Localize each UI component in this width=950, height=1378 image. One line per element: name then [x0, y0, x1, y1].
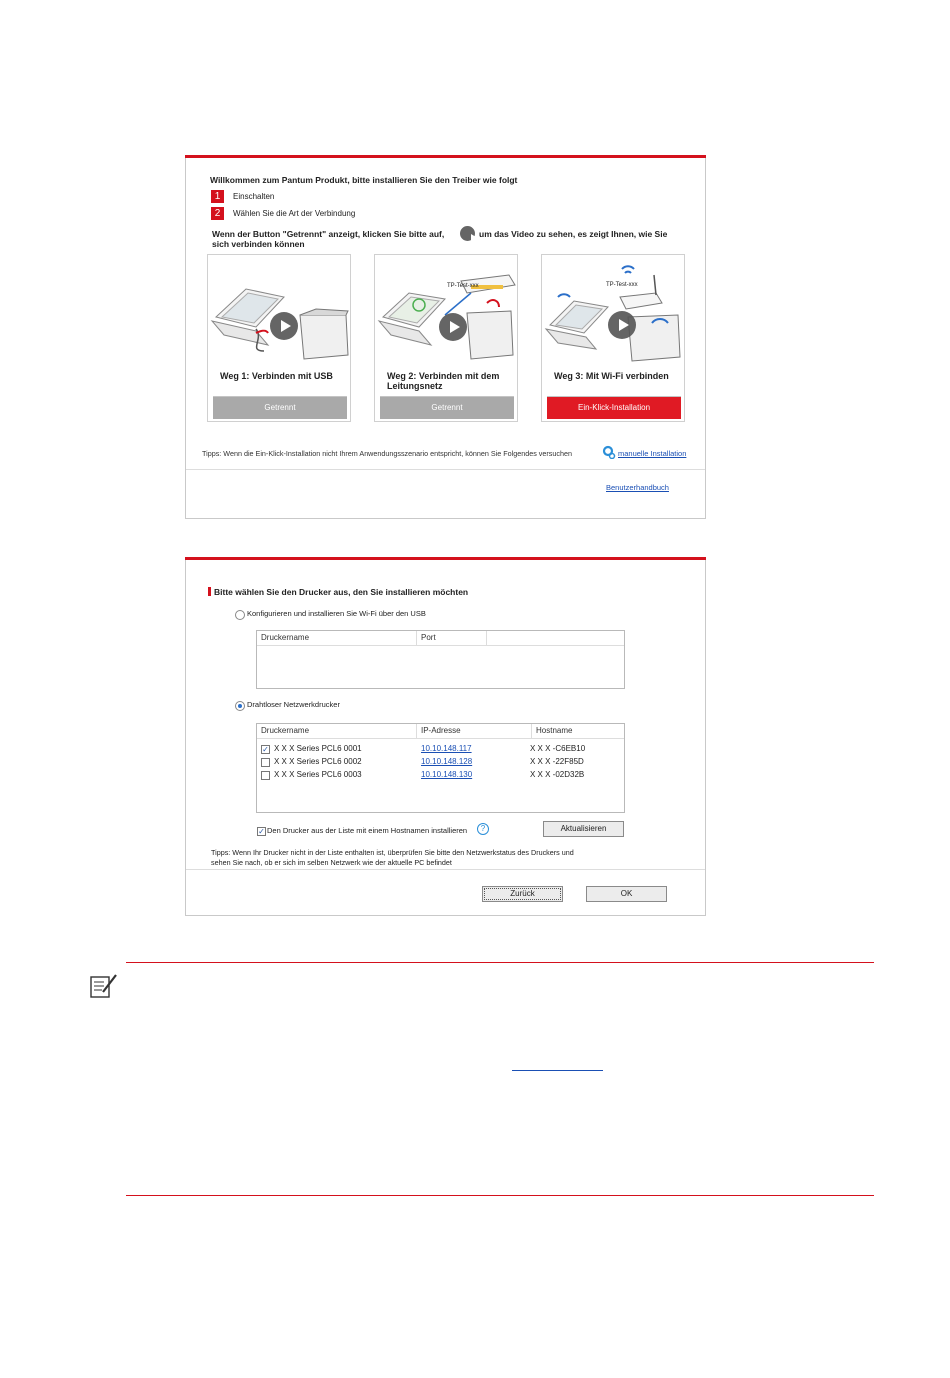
table-row[interactable] — [257, 756, 624, 768]
play-icon[interactable] — [608, 311, 636, 339]
hyperlink-underline[interactable] — [512, 1070, 603, 1071]
usb-option-label: Konfigurieren und installieren Sie Wi-Fi über den USB — [247, 609, 426, 618]
connection-card-wifi[interactable] — [541, 254, 685, 422]
gear-icon — [602, 445, 616, 459]
manual-installation-link[interactable]: manuelle Installation — [618, 449, 687, 458]
note-bottom-rule — [126, 1195, 874, 1196]
table-row[interactable] — [257, 769, 624, 781]
card-title: Weg 3: Mit Wi-Fi verbinden — [554, 371, 669, 381]
ok-button[interactable]: OK — [586, 886, 667, 902]
printer-name: X X X Series PCL6 0002 — [274, 757, 362, 766]
printer-name: X X X Series PCL6 0003 — [274, 770, 362, 779]
printer-hostname: X X X -C6EB10 — [530, 744, 586, 753]
wifi-illustration — [542, 255, 684, 365]
heading-marker — [208, 587, 211, 596]
divider — [186, 869, 705, 870]
table-row[interactable] — [257, 743, 624, 755]
printer-selection-window — [185, 557, 706, 916]
welcome-heading: Willkommen zum Pantum Produkt, bitte installieren Sie den Treiber wie folgt — [210, 175, 518, 185]
ssid-label: TP-Test-xxx — [606, 282, 638, 288]
column-header: Druckername — [257, 724, 417, 738]
step-number: 1 — [211, 190, 224, 203]
column-header: IP-Adresse — [417, 724, 532, 738]
radio-wireless-option[interactable] — [235, 701, 245, 711]
radio-usb-option[interactable] — [235, 610, 245, 620]
play-icon[interactable] — [270, 312, 298, 340]
printer-checkbox[interactable] — [261, 771, 270, 780]
tips-text-cont: sehen Sie nach, ob er sich im selben Netzwerk wie der aktuelle PC befindet — [211, 858, 452, 867]
note-icon — [89, 972, 119, 1000]
tips-text: Tipps: Wenn Ihr Drucker nicht in der Liste enthalten ist, überprüfen Sie bitte den Netzwerkstatus des Druckers und — [211, 848, 574, 857]
step-label: Wählen Sie die Art der Verbindung — [233, 209, 356, 218]
printer-name: X X X Series PCL6 0001 — [274, 744, 362, 753]
wired-illustration — [375, 255, 517, 365]
window-accent-bar — [185, 557, 706, 560]
help-icon[interactable]: ? — [477, 823, 489, 835]
user-manual-link[interactable]: Benutzerhandbuch — [606, 483, 669, 492]
wireless-option-label: Drahtloser Netzwerkdrucker — [247, 700, 340, 709]
usb-illustration — [208, 255, 350, 365]
play-icon[interactable] — [439, 313, 467, 341]
installer-window — [185, 155, 706, 519]
usb-printer-table[interactable] — [256, 630, 625, 689]
selection-heading: Bitte wählen Sie den Drucker aus, den Sie installieren möchten — [214, 587, 469, 597]
getrennt-button[interactable]: Getrennt — [213, 396, 347, 419]
note-top-rule — [126, 962, 874, 963]
printer-ip[interactable]: 10.10.148.130 — [421, 770, 473, 779]
printer-hostname: X X X -22F85D — [530, 757, 584, 766]
column-header: Hostname — [536, 726, 573, 735]
divider — [186, 469, 705, 470]
hostname-option-label: Den Drucker aus der Liste mit einem Hostnamen installieren — [267, 826, 468, 835]
connection-card-wired[interactable] — [374, 254, 518, 422]
step-number: 2 — [211, 207, 224, 220]
play-icon — [460, 226, 475, 241]
connection-card-usb[interactable] — [207, 254, 351, 422]
instruction-text-end: sich verbinden können — [212, 239, 305, 249]
ssid-label: TP-Test-xxx — [447, 283, 479, 289]
refresh-button[interactable]: Aktualisieren — [543, 821, 624, 837]
hostname-checkbox[interactable]: ✓ — [258, 827, 265, 836]
printer-ip[interactable]: 10.10.148.128 — [421, 757, 473, 766]
step-label: Einschalten — [233, 192, 275, 201]
wireless-printer-table[interactable] — [256, 723, 625, 813]
instruction-text: Wenn der Button "Getrennt" anzeigt, klicken Sie bitte auf, — [212, 229, 445, 239]
printer-checkbox[interactable]: ✓ — [262, 745, 269, 754]
instruction-text-cont: um das Video zu sehen, es zeigt Ihnen, wie Sie — [479, 229, 668, 239]
getrennt-button[interactable]: Getrennt — [380, 396, 514, 419]
column-header: Port — [417, 631, 487, 645]
printer-checkbox[interactable] — [261, 758, 270, 767]
printer-hostname: X X X -02D32B — [530, 770, 585, 779]
tips-text: Tipps: Wenn die Ein-Klick-Installation nicht Ihrem Anwendungsszenario entspricht, können Sie Folgendes versuchen — [202, 449, 572, 458]
window-accent-bar — [185, 155, 706, 158]
card-title: Weg 2: Verbinden mit dem Leitungsnetz — [387, 371, 500, 391]
printer-ip[interactable]: 10.10.148.117 — [421, 744, 472, 753]
column-header: Druckername — [257, 631, 417, 645]
card-title: Weg 1: Verbinden mit USB — [220, 371, 333, 381]
one-click-install-button[interactable]: Ein-Klick-Installation — [547, 396, 681, 419]
back-button[interactable]: Zurück — [482, 886, 563, 902]
